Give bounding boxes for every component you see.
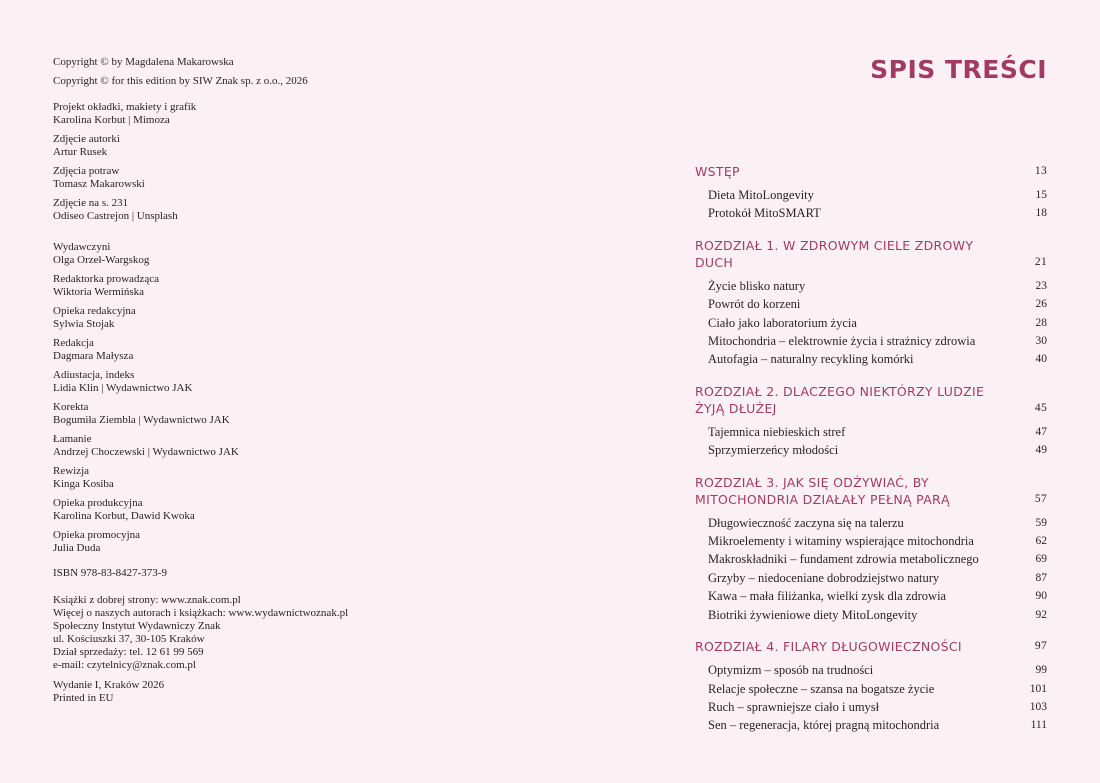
- publisher-line: Książki z dobrej strony: www.znak.com.pl: [53, 594, 241, 606]
- toc-entry-title: Grzyby – niedoceniane dobrodziejstwo natury: [708, 570, 940, 585]
- edition-info: [53, 679, 523, 705]
- toc-entry: [695, 661, 1047, 679]
- toc-entry-page: 47: [1035, 425, 1047, 438]
- toc-entry-title: Protokół MitoSMART: [708, 206, 821, 221]
- toc-entry-title: Makroskładniki – fundament zdrowia metabolicznego: [708, 552, 979, 567]
- toc-entry-title: Optymizm – sposób na trudności: [708, 663, 874, 678]
- toc-entry-page: 90: [1035, 590, 1047, 603]
- toc-chapter-heading: [695, 474, 1047, 508]
- toc-entry-page: 30: [1035, 335, 1047, 348]
- toc-entry-page: 87: [1035, 571, 1047, 584]
- credit-role: Zdjęcie na s. 231: [53, 197, 129, 209]
- credit-entry: [53, 497, 523, 523]
- toc-section: [695, 638, 1047, 735]
- credit-name: Kinga Kosiba: [53, 478, 114, 490]
- credit-role: Rewizja: [53, 465, 90, 477]
- toc-entry: [695, 550, 1047, 568]
- toc-entry-page: 92: [1035, 608, 1047, 621]
- toc-entry-title: Dieta MitoLongevity: [708, 188, 814, 202]
- toc-entry-title: Mitochondria – elektrownie życia i strażnicy zdrowia: [708, 334, 976, 349]
- credit-entry: [53, 273, 523, 299]
- toc-entry: [695, 698, 1047, 716]
- toc-entry-title: Długowieczność zaczyna się na talerzu: [708, 515, 904, 530]
- credit-entry: [53, 369, 523, 395]
- credits-group-editorial: [53, 241, 523, 555]
- credit-role: Redakcja: [53, 337, 94, 349]
- toc-chapter-page: 57: [1034, 492, 1047, 505]
- toc-chapter-page: 97: [1034, 640, 1047, 653]
- toc-entry-page: 59: [1035, 516, 1047, 529]
- toc-entry: [695, 514, 1047, 532]
- toc-entry-page: 15: [1035, 189, 1047, 201]
- credit-entry: [53, 241, 523, 267]
- toc-chapter-title: ROZDZIAŁ 2. DLACZEGO NIEKTÓRZY LUDZIE ŻYJĄ DŁUŻEJ: [695, 383, 985, 416]
- credit-entry: [53, 529, 523, 555]
- edition-line: Wydanie I, Kraków 2026: [53, 679, 165, 691]
- copyright-line: Copyright © by Magdalena Makarowska: [53, 56, 234, 68]
- toc-entry-title: Biotriki żywieniowe diety MitoLongevity: [708, 607, 918, 622]
- toc-entry-page: 23: [1035, 279, 1047, 292]
- credit-name: Artur Rusek: [53, 146, 108, 158]
- toc-entry: [695, 680, 1047, 698]
- toc-entry-title: Mikroelementy i witaminy wspierające mitochondria: [708, 534, 974, 549]
- credit-role: Opieka redakcyjna: [53, 305, 136, 317]
- isbn: [53, 567, 523, 580]
- toc-chapter-title: ROZDZIAŁ 4. FILARY DŁUGOWIECZNOŚCI: [695, 639, 962, 655]
- toc-entry: [695, 423, 1047, 441]
- credit-entry: [53, 337, 523, 363]
- credit-name: Odiseo Castrejon | Unsplash: [53, 210, 178, 222]
- credit-entry: [53, 165, 523, 191]
- credit-name: Sylwia Stojak: [53, 318, 115, 330]
- credit-entry: [53, 433, 523, 459]
- credit-name: Lidia Klin | Wydawnictwo JAK: [53, 382, 193, 394]
- imprint-page: [53, 56, 523, 711]
- credit-entry: [53, 197, 523, 223]
- toc-entry-page: 26: [1035, 298, 1047, 311]
- toc-section: [695, 474, 1047, 624]
- toc-entry-page: 40: [1035, 353, 1047, 366]
- toc-entry-title: Życie blisko natury: [708, 278, 806, 293]
- toc-section: [695, 163, 1047, 223]
- toc-entry-page: 101: [1029, 682, 1047, 695]
- toc-entry: [695, 332, 1047, 350]
- edition-line: Printed in EU: [53, 692, 114, 704]
- publisher-line: ul. Kościuszki 37, 30-105 Kraków: [53, 633, 205, 645]
- credit-name: Karolina Korbut, Dawid Kwoka: [53, 510, 195, 522]
- toc-entry-page: 69: [1035, 553, 1047, 566]
- toc-entry: [695, 314, 1047, 332]
- toc-entry-page: 28: [1035, 316, 1047, 329]
- publisher-info: [53, 594, 523, 672]
- credit-name: Bogumiła Ziembla | Wydawnictwo JAK: [53, 414, 230, 426]
- toc-entry: [695, 277, 1047, 295]
- toc-chapter-title: ROZDZIAŁ 1. W ZDROWYM CIELE ZDROWY DUCH: [695, 237, 974, 270]
- credit-role: Opieka produkcyjna: [53, 497, 143, 509]
- toc-entry: [695, 204, 1047, 222]
- publisher-line: Dział sprzedaży: tel. 12 61 99 569: [53, 646, 204, 658]
- toc-entry: [695, 587, 1047, 605]
- credit-role: Projekt okładki, makiety i grafik: [53, 101, 197, 113]
- credit-entry: [53, 101, 523, 127]
- toc-entry-page: 111: [1030, 719, 1047, 732]
- toc-entry-title: Autofagia – naturalny recykling komórki: [708, 352, 914, 367]
- credit-entry: [53, 133, 523, 159]
- credit-entry: [53, 401, 523, 427]
- toc-chapter-heading: [695, 638, 1047, 655]
- toc-entry: [695, 716, 1047, 734]
- credit-entry: [53, 465, 523, 491]
- credit-role: Wydawczyni: [53, 241, 111, 253]
- credit-role: Zdjęcia potraw: [53, 165, 120, 177]
- credit-role: Zdjęcie autorki: [53, 133, 120, 145]
- toc-chapter-page: 13: [1034, 165, 1047, 177]
- toc-entry-page: 49: [1035, 444, 1047, 457]
- toc-entry-title: Sen – regeneracja, której pragną mitochondria: [708, 718, 940, 733]
- toc-entry: [695, 532, 1047, 550]
- toc-entry-page: 62: [1035, 535, 1047, 548]
- table-of-contents: [695, 163, 1047, 749]
- credit-name: Olga Orzeł-Wargskog: [53, 254, 150, 266]
- toc-entry: [695, 295, 1047, 313]
- credit-name: Julia Duda: [53, 542, 101, 554]
- publisher-line: Społeczny Instytut Wydawniczy Znak: [53, 620, 221, 632]
- toc-title: SPIS TREŚCI: [870, 55, 1047, 84]
- credit-entry: [53, 305, 523, 331]
- credit-role: Korekta: [53, 401, 89, 413]
- toc-section: [695, 383, 1047, 460]
- toc-entry: [695, 441, 1047, 459]
- credit-role: Opieka promocyjna: [53, 529, 141, 541]
- credit-name: Andrzej Choczewski | Wydawnictwo JAK: [53, 446, 239, 458]
- toc-chapter-heading: [695, 163, 1047, 180]
- toc-entry: [695, 569, 1047, 587]
- toc-entry-page: 103: [1029, 700, 1047, 713]
- toc-entry-title: Ciało jako laboratorium życia: [708, 315, 857, 330]
- credit-name: Tomasz Makarowski: [53, 178, 145, 190]
- credit-name: Dagmara Małysza: [53, 350, 134, 362]
- toc-chapter-page: 45: [1034, 401, 1047, 414]
- toc-entry-title: Relacje społeczne – szansa na bogatsze życie: [708, 681, 935, 696]
- toc-chapter-title: ROZDZIAŁ 3. JAK SIĘ ODŻYWIAĆ, BY MITOCHONDRIA DZIAŁAŁY PEŁNĄ PARĄ: [695, 474, 950, 507]
- toc-entry: [695, 350, 1047, 368]
- toc-section: [695, 237, 1047, 369]
- publisher-line: Więcej o naszych autorach i książkach: www.wydawnictwoznak.pl: [53, 607, 349, 619]
- toc-entry-title: Ruch – sprawniejsze ciało i umysł: [708, 699, 880, 714]
- credit-role: Łamanie: [53, 433, 92, 445]
- credits-group-design: [53, 101, 523, 223]
- credit-role: Adiustacja, indeks: [53, 369, 135, 381]
- copyright-line: Copyright © for this edition by SIW Znak sp. z o.o., 2026: [53, 75, 308, 87]
- toc-entry-title: Tajemnica niebieskich stref: [708, 424, 846, 439]
- toc-chapter-title: WSTĘP: [695, 164, 740, 179]
- toc-entry-title: Powrót do korzeni: [708, 297, 801, 312]
- toc-entry-title: Kawa – mała filiżanka, wielki zysk dla zdrowia: [708, 589, 947, 604]
- toc-entry: [695, 186, 1047, 204]
- credit-name: Wiktoria Wermińska: [53, 286, 145, 298]
- toc-chapter-heading: [695, 237, 1047, 271]
- copyright-block: [53, 56, 523, 88]
- credit-name: Karolina Korbut | Mimoza: [53, 114, 170, 126]
- toc-chapter-page: 21: [1034, 255, 1047, 268]
- publisher-line: e-mail: czytelnicy@znak.com.pl: [53, 659, 196, 671]
- toc-entry-title: Sprzymierzeńcy młodości: [708, 443, 839, 458]
- toc-entry: [695, 606, 1047, 624]
- toc-entry-page: 99: [1035, 664, 1047, 677]
- credit-role: Redaktorka prowadząca: [53, 273, 159, 285]
- toc-chapter-heading: [695, 383, 1047, 417]
- isbn-text: ISBN 978-83-8427-373-9: [53, 567, 167, 579]
- toc-entry-page: 18: [1035, 207, 1047, 220]
